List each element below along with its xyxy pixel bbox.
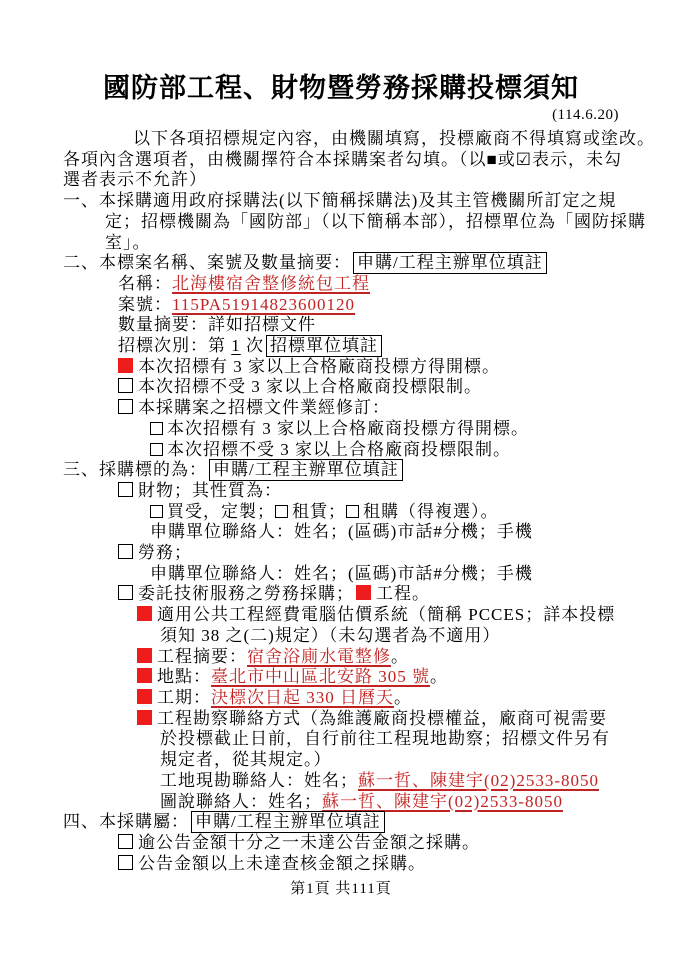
- checkbox-unchecked-icon[interactable]: [118, 378, 133, 393]
- site-value: 臺北市中山區北安路 305 號: [211, 667, 430, 687]
- checkbox-checked-icon[interactable]: [137, 668, 152, 683]
- checkbox-label: 買受，定製；: [167, 501, 275, 521]
- period-mark: 。: [394, 687, 412, 707]
- checkbox-line-no-3-vendor-limit: [118, 377, 619, 398]
- name-label: 名稱：: [118, 273, 172, 293]
- drawing-contact-line: [160, 792, 619, 813]
- checkbox-checked-icon[interactable]: [137, 710, 152, 725]
- checkbox-line-revised-no-limit: [150, 440, 619, 461]
- site-survey-contact-label: 工地現勘聯絡人：姓名；: [160, 770, 358, 790]
- checkbox-label: 逾公告金額十分之一未達公告金額之採購。: [138, 832, 480, 852]
- checkbox-label: 勞務；: [138, 543, 192, 563]
- checkbox-label: 適用公共工程經費電腦估價系統（簡稱 PCCES；詳本投標: [157, 605, 616, 625]
- intro-line-3: 選者表示不允許）: [63, 170, 207, 190]
- checkbox-line-amount-tier-2: [118, 854, 619, 875]
- site-survey-contact-line: [160, 771, 619, 792]
- item-1-line-1: [63, 191, 619, 212]
- checkbox-unchecked-icon[interactable]: [150, 505, 163, 518]
- case-number-line: [118, 295, 619, 316]
- tender-round-suffix: 次: [240, 336, 264, 356]
- item-2-head-text: 本標案名稱、案號及數量摘要：: [99, 253, 351, 273]
- checkbox-label: 本次招標不受 3 家以上合格廠商投標限制。: [138, 377, 482, 397]
- checkbox-label: 工程。: [376, 584, 430, 604]
- checkbox-checked-icon[interactable]: [137, 648, 152, 663]
- pcces-wrap-line: 須知 38 之(二)規定）（未勾選者為不適用）: [160, 625, 501, 645]
- checkbox-checked-icon[interactable]: [137, 689, 152, 704]
- intro-line-2: 各項內含選項者，由機關擇符合本採購案者勾填。（以■或☑表示，未勾: [63, 149, 623, 169]
- quantity-summary-line: 數量摘要：詳如招標文件: [118, 315, 316, 335]
- checkbox-label: 租購（得複選）。: [363, 501, 499, 521]
- checkbox-line-revised-open-3: [150, 419, 619, 440]
- tender-round-value: 1: [231, 336, 241, 356]
- intro-line-1: 以下各項招標規定內容，由機關填寫，投標廠商不得填寫或塗改。: [133, 129, 655, 148]
- survey-wrap-line-2: 規定者，從其規定。）: [160, 750, 332, 770]
- checkbox-label: 本採購案之招標文件業經修訂：: [138, 398, 390, 418]
- checkbox-label: 工程勘察聯絡方式（為維護廠商投標權益，廠商可視需要: [157, 708, 607, 728]
- fill-in-unit-annotation: 申購/工程主辦單位填註: [353, 252, 547, 274]
- checkbox-unchecked-icon[interactable]: [150, 422, 163, 435]
- item-1-marker: 一、: [63, 191, 99, 211]
- drawing-contact-label: 圖說聯絡人：姓名；: [160, 791, 322, 811]
- fill-in-unit-annotation: 申購/工程主辦單位填註: [209, 459, 403, 481]
- procurement-name-value: 北海樓宿舍整修統包工程: [172, 273, 370, 293]
- checkbox-checked-icon[interactable]: [137, 606, 152, 621]
- checkbox-line-work-summary: [137, 647, 619, 668]
- work-summary-value: 宿舍浴廁水電整修: [247, 646, 391, 666]
- site-label: 地點：: [157, 667, 211, 687]
- checkbox-unchecked-icon[interactable]: [118, 482, 133, 497]
- item-2-marker: 二、: [63, 253, 99, 273]
- goods-contact-line: 申購單位聯絡人：姓名；(區碼)市話#分機；手機: [150, 522, 533, 542]
- item-4-marker: 四、: [63, 812, 99, 832]
- tender-round-line: [118, 336, 619, 357]
- checkbox-unchecked-icon[interactable]: [118, 834, 133, 849]
- checkbox-line-docs-revised: [118, 398, 619, 419]
- survey-wrap-line-1: 於投標截止日前，自行前往工程現地勘察；招標文件另有: [160, 729, 610, 749]
- checkbox-line-tech-services: [118, 584, 619, 605]
- checkbox-label: 本次招標不受 3 家以上合格廠商投標限制。: [167, 439, 511, 459]
- checkbox-line-open-3-vendors: [118, 357, 619, 378]
- item-3-head-text: 採購標的為：: [99, 460, 207, 480]
- checkbox-unchecked-icon[interactable]: [118, 399, 133, 414]
- checkbox-line-amount-tier-1: [118, 833, 619, 854]
- checkbox-line-duration: [137, 688, 619, 709]
- checkbox-line-site: [137, 667, 619, 688]
- checkbox-label: 財物；其性質為：: [138, 480, 282, 500]
- item-1-line-3: 室」。: [105, 232, 151, 252]
- period-mark: 。: [430, 667, 448, 687]
- checkbox-checked-icon[interactable]: [356, 585, 371, 600]
- item-4-header: [63, 812, 619, 833]
- services-contact-line: 申購單位聯絡人：姓名；(區碼)市話#分機；手機: [150, 563, 533, 583]
- checkbox-line-pcces: [137, 605, 619, 626]
- checkbox-line-goods-options: [150, 502, 619, 523]
- checkbox-label: 本次招標有 3 家以上合格廠商投標方得開標。: [167, 418, 529, 438]
- checkbox-label: 租賃；: [292, 501, 346, 521]
- tender-unit-annotation: 招標單位填註: [266, 335, 382, 357]
- checkbox-unchecked-icon[interactable]: [275, 505, 288, 518]
- page-number-footer: 第1頁 共111頁: [290, 881, 392, 898]
- checkbox-unchecked-icon[interactable]: [346, 505, 359, 518]
- checkbox-unchecked-icon[interactable]: [118, 544, 133, 559]
- item-1-text: 本採購適用政府採購法(以下簡稱採購法)及其主管機關所訂定之規: [99, 191, 617, 211]
- checkbox-label: 公告金額以上未達查核金額之採購。: [138, 853, 426, 873]
- duration-value: 決標次日起 330 日曆天: [211, 687, 394, 707]
- checkbox-line-services: [118, 543, 619, 564]
- item-3-marker: 三、: [63, 460, 99, 480]
- item-2-header: [63, 253, 619, 274]
- work-summary-label: 工程摘要：: [157, 646, 247, 666]
- checkbox-unchecked-icon[interactable]: [150, 443, 163, 456]
- item-3-header: [63, 460, 619, 481]
- checkbox-checked-icon[interactable]: [118, 358, 133, 373]
- revision-date: (114.6.20): [552, 107, 619, 123]
- checkbox-line-goods: [118, 481, 619, 502]
- item-4-head-text: 本採購屬：: [99, 812, 189, 832]
- procurement-name-line: [118, 274, 619, 295]
- duration-label: 工期：: [157, 687, 211, 707]
- checkbox-line-survey: [137, 709, 619, 730]
- page-title: 國防部工程、財物暨勞務採購投標須知: [103, 73, 579, 103]
- case-number-label: 案號：: [118, 294, 172, 314]
- checkbox-label: 本次招標有 3 家以上合格廠商投標方得開標。: [138, 356, 500, 376]
- period-mark: 。: [391, 646, 409, 666]
- checkbox-unchecked-icon[interactable]: [118, 585, 133, 600]
- checkbox-unchecked-icon[interactable]: [118, 855, 133, 870]
- case-number-value: 115PA51914823600120: [172, 294, 356, 314]
- item-1-line-2: 定；招標機關為「國防部」（以下簡稱本部），招標單位為「國防採購: [105, 211, 646, 231]
- drawing-contact-value: 蘇一哲、陳建宇(02)2533-8050: [322, 791, 563, 811]
- tender-round-label: 招標次別：第: [118, 336, 232, 356]
- checkbox-label: 委託技術服務之勞務採購；: [138, 584, 354, 604]
- fill-in-unit-annotation: 申購/工程主辦單位填註: [191, 811, 385, 833]
- site-survey-contact-value: 蘇一哲、陳建宇(02)2533-8050: [358, 770, 599, 790]
